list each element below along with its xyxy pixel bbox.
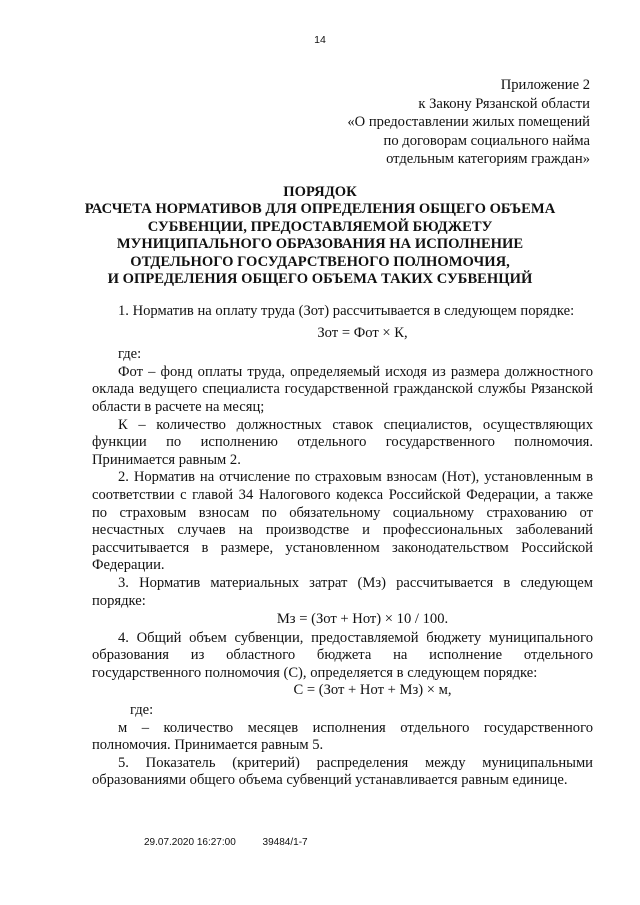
definition-m: м – количество месяцев исполнения отдельного государственного полномочия. Принимается равным 5.: [92, 719, 593, 754]
formula-zot: Зот = Фот × К,: [317, 324, 408, 341]
annex-line: к Закону Рязанской области: [418, 95, 590, 112]
formula-mz: Мз = (Зот + Нот) × 10 / 100.: [276, 611, 449, 628]
where-label: где:: [118, 346, 142, 363]
title-line: РАСЧЕТА НОРМАТИВОВ ДЛЯ ОПРЕДЕЛЕНИЯ ОБЩЕГО ОБЪЕМА: [84, 201, 556, 218]
title-line: МУНИЦИПАЛЬНОГО ОБРАЗОВАНИЯ НА ИСПОЛНЕНИЕ: [116, 236, 524, 253]
title-line: СУБВЕНЦИИ, ПРЕДОСТАВЛЯЕМОЙ БЮДЖЕТУ: [147, 218, 493, 235]
paragraph-3: 3. Норматив материальных затрат (Мз) рассчитывается в следующем порядке:: [92, 574, 593, 609]
footer-timestamp: 29.07.2020 16:27:00: [144, 837, 236, 848]
document-body: [92, 303, 593, 790]
annex-line: отдельным категориям граждан»: [386, 151, 590, 167]
annex-header: [310, 76, 590, 169]
title-line: ОТДЕЛЬНОГО ГОСУДАРСТВЕНОГО ПОЛНОМОЧИЯ,: [130, 253, 510, 270]
title-line: ПОРЯДОК: [283, 184, 357, 200]
paragraph-1: 1. Норматив на оплату труда (Зот) рассчитывается в следующем порядке:: [118, 303, 575, 319]
page-number: 14: [314, 34, 326, 46]
title-line: И ОПРЕДЕЛЕНИЯ ОБЩЕГО ОБЪЕМА ТАКИХ СУБВЕНЦИЙ: [107, 271, 533, 288]
formula-c: С = (Зот + Нот + Мз) × м,: [293, 682, 452, 699]
where-label: где:: [130, 702, 154, 719]
paragraph-2: 2. Норматив на отчисление по страховым взносам (Нот), установленным в соответствии с главой 34 Налогового кодекса Российской Федерации, а также по страховым взносам по обязательному социальному страхованию от несчастных случаев на производстве и профессиональных заболеваний рассчитывается в размере, установленном законодательством Российской Федерации.: [92, 469, 593, 574]
paragraph-4: 4. Общий объем субвенции, предоставляемой бюджету муниципального образования из областного бюджета на исполнение отдельного государственного полномочия (С), определяется в следующем порядке:: [92, 629, 593, 681]
annex-line: «О предоставлении жилых помещений: [347, 114, 590, 130]
definition-fot: Фот – фонд оплаты труда, определяемый исходя из размера должностного оклада ведущего специалиста государственной гражданской службы Рязанской области в расчете на месяц;: [92, 363, 593, 415]
definition-k: К – количество должностных ставок специалистов, осуществляющих функции по исполнению отдельного государственного полномочия. Принимается равным 2.: [92, 416, 593, 468]
document-title: [70, 184, 570, 288]
annex-line: по договорам социального найма: [383, 132, 590, 149]
footer-stamp: [144, 837, 308, 848]
annex-line: Приложение 2: [500, 77, 590, 93]
paragraph-5: 5. Показатель (критерий) распределения между муниципальными образованиями общего объема субвенций устанавливается равным единице.: [92, 754, 593, 789]
footer-doc-id: 39484/1-7: [262, 837, 308, 848]
